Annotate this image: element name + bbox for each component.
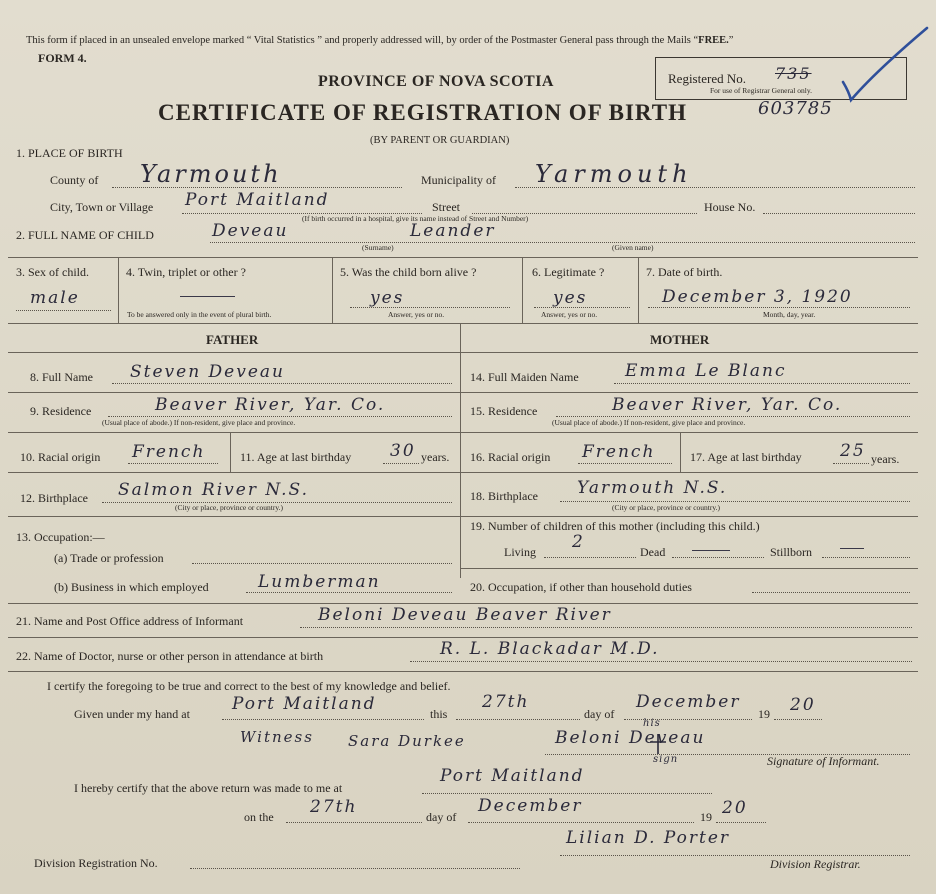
house-label: House No. xyxy=(704,200,756,214)
year-suffix: 20 xyxy=(790,695,816,715)
alive-label: 5. Was the child born alive ? xyxy=(340,265,477,279)
rule-heading xyxy=(8,352,918,353)
father-age-line xyxy=(383,463,419,464)
registered-note: For use of Registrar General only. xyxy=(710,86,812,95)
municipality-label: Municipality of xyxy=(421,173,496,187)
return-text: I hereby certify that the above return was made to me at xyxy=(74,781,343,795)
return-month-line xyxy=(468,822,694,823)
return-day-line xyxy=(286,822,422,823)
county-label: County of xyxy=(50,173,99,187)
mother-age-label: 17. Age at last birthday xyxy=(690,450,802,464)
mother-birthplace-label: 18. Birthplace xyxy=(470,489,538,503)
father-residence-label: 9. Residence xyxy=(30,404,92,418)
mother-residence-value: Beaver River, Yar. Co. xyxy=(612,395,843,415)
rule-mother-3 xyxy=(460,472,918,473)
legit-line xyxy=(534,307,630,308)
mother-birthplace-value: Yarmouth N.S. xyxy=(577,478,728,498)
mother-occupation-label: 20. Occupation, if other than household duties xyxy=(470,580,692,594)
return-year-prefix: 19 xyxy=(700,810,712,824)
father-business-line xyxy=(246,592,452,593)
mother-racial-value: French xyxy=(582,442,656,462)
mother-living-line xyxy=(544,557,636,558)
mother-age-line xyxy=(833,463,869,464)
date-value: December 3, 1920 xyxy=(662,287,853,307)
mother-dead-dash xyxy=(692,550,730,551)
mother-living-label: Living xyxy=(504,545,536,559)
year-prefix: 19 xyxy=(758,707,770,721)
rule-after-21 xyxy=(8,637,918,638)
legit-label: 6. Legitimate ? xyxy=(532,265,605,279)
surname-caption: (Surname) xyxy=(362,243,394,252)
father-trade-label: (a) Trade or profession xyxy=(54,551,164,565)
father-age-label: 11. Age at last birthday xyxy=(240,450,352,464)
child-name-line xyxy=(210,242,915,243)
twin-note: To be answered only in the event of plural birth. xyxy=(127,310,272,319)
informant-value: Beloni Deveau Beaver River xyxy=(318,605,612,625)
legit-note: Answer, yes or no. xyxy=(541,310,598,319)
mother-residence-note: (Usual place of abode.) If non-resident, give place and province. xyxy=(552,418,746,427)
given-label: Given under my hand at xyxy=(74,707,190,721)
mother-residence-label: 15. Residence xyxy=(470,404,538,418)
province-heading: PROVINCE OF NOVA SCOTIA xyxy=(318,73,554,90)
mother-birthplace-line xyxy=(560,501,910,502)
certificate-subtitle: (BY PARENT OR GUARDIAN) xyxy=(370,135,510,146)
city-label: City, Town or Village xyxy=(50,200,154,214)
legit-value: yes xyxy=(553,288,588,308)
father-birthplace-value: Salmon River N.S. xyxy=(118,480,309,500)
father-racial-value: French xyxy=(132,442,206,462)
alive-value: yes xyxy=(370,288,405,308)
division-registration-line xyxy=(190,868,520,869)
alive-line xyxy=(350,307,510,308)
rule-v1 xyxy=(118,257,119,323)
rule-after-22 xyxy=(8,671,918,672)
father-birthplace-note: (City or place, province or country.) xyxy=(175,503,284,512)
rule-center xyxy=(460,323,461,578)
rule-father-1 xyxy=(8,392,460,393)
father-trade-line xyxy=(192,563,452,564)
rule-v4 xyxy=(638,257,639,323)
father-residence-value: Beaver River, Yar. Co. xyxy=(155,395,386,415)
twin-dash xyxy=(180,296,235,297)
this-label: this xyxy=(430,707,448,721)
mother-occupation-line xyxy=(752,592,910,593)
father-name-line xyxy=(112,383,452,384)
mother-dead-line xyxy=(672,557,764,558)
day-of-label: day of xyxy=(584,707,615,721)
sex-line xyxy=(16,310,111,311)
mother-racial-line xyxy=(578,463,672,464)
rule-bottom-details xyxy=(8,323,918,324)
rule-v3 xyxy=(522,257,523,323)
mother-stillborn-label: Stillborn xyxy=(770,545,813,559)
return-day-of-label: day of xyxy=(426,810,457,824)
rule-father-4 xyxy=(8,516,460,517)
rule-mother-age-v xyxy=(680,432,681,472)
registered-number-handwritten: 603785 xyxy=(758,98,833,119)
mother-children-label: 19. Number of children of this mother (including this child.) xyxy=(470,519,760,533)
father-business-label: (b) Business in which employed xyxy=(54,580,209,594)
month-value: December xyxy=(636,692,741,712)
municipality-value: Yarmouth xyxy=(535,160,693,188)
doctor-label: 22. Name of Doctor, nurse or other person in attendance at birth xyxy=(16,649,324,663)
given-place-value: Port Maitland xyxy=(232,694,377,714)
return-place-value: Port Maitland xyxy=(440,766,585,786)
rule-father-3 xyxy=(8,472,460,473)
cross-mark-icon xyxy=(647,732,669,756)
twin-label: 4. Twin, triplet or other ? xyxy=(126,265,246,279)
mother-racial-label: 16. Racial origin xyxy=(470,450,551,464)
sex-value: male xyxy=(30,288,80,308)
father-name-value: Steven Deveau xyxy=(130,362,285,382)
street-label: Street xyxy=(432,200,460,214)
father-heading: FATHER xyxy=(206,332,259,347)
informant-line xyxy=(300,627,912,628)
rule-mother-2 xyxy=(460,432,918,433)
alive-note: Answer, yes or no. xyxy=(388,310,445,319)
form-number: FORM 4. xyxy=(38,51,87,65)
rule-top-details xyxy=(8,257,918,258)
father-birthplace-label: 12. Birthplace xyxy=(20,491,88,505)
mother-heading: MOTHER xyxy=(650,332,710,347)
rule-father-age-v xyxy=(230,432,231,472)
witness-word: Witness xyxy=(240,728,314,746)
certify-text: I certify the foregoing to be true and correct to the best of my knowledge and belief. xyxy=(47,679,451,693)
mother-name-line xyxy=(614,383,910,384)
county-value: Yarmouth xyxy=(140,160,282,188)
child-surname-value: Deveau xyxy=(212,221,289,241)
father-racial-label: 10. Racial origin xyxy=(20,450,101,464)
father-occupation-label: 13. Occupation:— xyxy=(16,530,105,544)
on-the-label: on the xyxy=(244,810,274,824)
child-given-value: Leander xyxy=(410,221,496,241)
division-registration-label: Division Registration No. xyxy=(34,856,158,870)
given-caption: (Given name) xyxy=(612,243,654,252)
father-age-value: 30 xyxy=(390,441,416,461)
father-business-value: Lumberman xyxy=(258,572,381,592)
mother-residence-line xyxy=(556,416,910,417)
return-month-value: December xyxy=(478,796,583,816)
rule-father-2 xyxy=(8,432,460,433)
father-name-label: 8. Full Name xyxy=(30,370,93,384)
date-note: Month, day, year. xyxy=(763,310,816,319)
mother-birthplace-note: (City or place, province or country.) xyxy=(612,503,721,512)
place-of-birth-label: 1. PLACE OF BIRTH xyxy=(16,146,123,160)
his-mark-label: his xyxy=(643,718,661,729)
registrar-signature: Lilian D. Porter xyxy=(566,828,731,848)
day-value: 27th xyxy=(482,692,530,712)
registered-label: Registered No. xyxy=(668,71,746,86)
registrar-signature-line xyxy=(560,855,910,856)
certificate-title: CERTIFICATE OF REGISTRATION OF BIRTH xyxy=(158,100,687,125)
return-year-suffix: 20 xyxy=(722,798,748,818)
rule-mother-5 xyxy=(460,568,918,569)
mother-age-value: 25 xyxy=(840,441,866,461)
father-years-label: years. xyxy=(421,450,450,464)
child-name-label: 2. FULL NAME OF CHILD xyxy=(16,228,154,242)
date-label: 7. Date of birth. xyxy=(646,265,723,279)
mother-dead-label: Dead xyxy=(640,545,666,559)
informant-label: 21. Name and Post Office address of Informant xyxy=(16,614,244,628)
mother-name-label: 14. Full Maiden Name xyxy=(470,370,579,384)
father-residence-line xyxy=(108,416,452,417)
return-year-line xyxy=(716,822,766,823)
father-residence-note: (Usual place of abode.) If non-resident, give place and province. xyxy=(102,418,296,427)
sex-label: 3. Sex of child. xyxy=(16,265,89,279)
given-place-line xyxy=(222,719,424,720)
signature-caption: Signature of Informant. xyxy=(767,754,880,768)
mail-notice: This form if placed in an unsealed envelope marked “ Vital Statistics ” and properly addressed will, by order of the Postmaster General pass through the Mails “FREE.” xyxy=(26,35,734,46)
mother-years-label: years. xyxy=(871,452,900,466)
hospital-note: (If birth occurred in a hospital, give its name instead of Street and Number) xyxy=(302,214,529,223)
year-line xyxy=(774,719,822,720)
return-day-value: 27th xyxy=(310,797,358,817)
doctor-value: R. L. Blackadar M.D. xyxy=(440,639,660,659)
rule-mother-1 xyxy=(460,392,918,393)
mother-stillborn-dash xyxy=(840,548,864,549)
mother-name-value: Emma Le Blanc xyxy=(625,361,787,381)
rule-v2 xyxy=(332,257,333,323)
registrar-caption: Division Registrar. xyxy=(770,857,861,871)
check-mark-icon xyxy=(835,22,935,106)
sign-mark-label: sign xyxy=(653,754,679,765)
doctor-line xyxy=(410,661,912,662)
return-place-line xyxy=(422,793,712,794)
rule-before-21 xyxy=(8,603,918,604)
mother-living-value: 2 xyxy=(572,532,585,552)
day-line xyxy=(456,719,580,720)
mother-stillborn-line xyxy=(822,557,910,558)
informant-signature: Beloni Deveau xyxy=(555,728,706,748)
father-racial-line xyxy=(128,463,218,464)
witness-name: Sara Durkee xyxy=(348,732,466,750)
registered-struck-number: 735 xyxy=(775,64,812,83)
date-line xyxy=(648,307,910,308)
house-line xyxy=(763,213,915,214)
rule-mother-4 xyxy=(460,516,918,517)
city-value: Port Maitland xyxy=(185,190,330,210)
